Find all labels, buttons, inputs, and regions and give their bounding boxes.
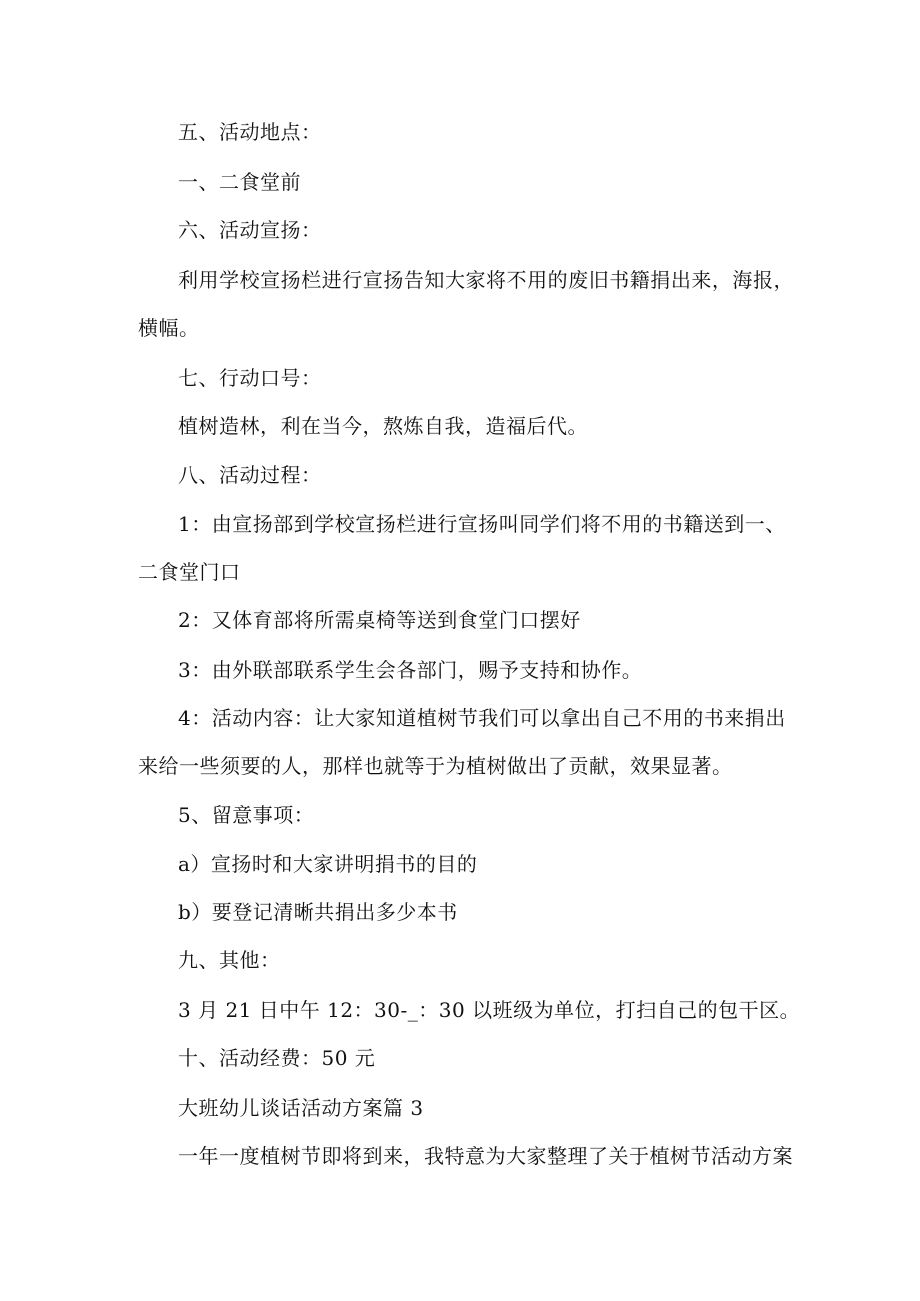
process-step-1-line-2: 二食堂门口 <box>138 560 241 584</box>
heading-publicity: 六、活动宣扬： <box>178 218 322 242</box>
process-step-4-line-1: 4：活动内容：让大家知道植树节我们可以拿出自己不用的书来捐出 <box>178 706 786 730</box>
heading-location: 五、活动地点： <box>178 120 322 144</box>
other-text: 3 月 21 日中午 12：30-_：30 以班级为单位，打扫自己的包干区。 <box>178 998 801 1022</box>
intro-paragraph-line-1: 一年一度植树节即将到来，我特意为大家整理了关于植树节活动方案 <box>178 1144 793 1168</box>
section-title: 大班幼儿谈话活动方案篇 3 <box>178 1096 424 1120</box>
process-step-4-line-2: 来给一些须要的人，那样也就等于为植树做出了贡献，效果显著。 <box>138 754 733 778</box>
note-b: b）要登记清晰共捐出多少本书 <box>178 900 458 924</box>
process-step-3: 3：由外联部联系学生会各部门，赐予支持和协作。 <box>178 658 643 682</box>
location-text: 一、二食堂前 <box>178 170 301 194</box>
notes-heading: 5、留意事项： <box>178 803 315 827</box>
heading-slogan: 七、行动口号： <box>178 366 322 390</box>
slogan-text: 植树造林，利在当今，熬炼自我，造福后代。 <box>178 414 588 438</box>
process-step-2: 2：又体育部将所需桌椅等送到食堂门口摆好 <box>178 608 581 632</box>
heading-other: 九、其他： <box>178 948 281 972</box>
publicity-text-line-1: 利用学校宣扬栏进行宣扬告知大家将不用的废旧书籍捐出来，海报， <box>178 268 794 292</box>
heading-process: 八、活动过程： <box>178 463 322 487</box>
budget-line: 十、活动经费：50 元 <box>178 1046 376 1070</box>
process-step-1-line-1: 1：由宣扬部到学校宣扬栏进行宣扬叫同学们将不用的书籍送到一、 <box>178 512 786 536</box>
note-a: a）宣扬时和大家讲明捐书的目的 <box>178 852 478 876</box>
publicity-text-line-2: 横幅。 <box>138 316 200 340</box>
